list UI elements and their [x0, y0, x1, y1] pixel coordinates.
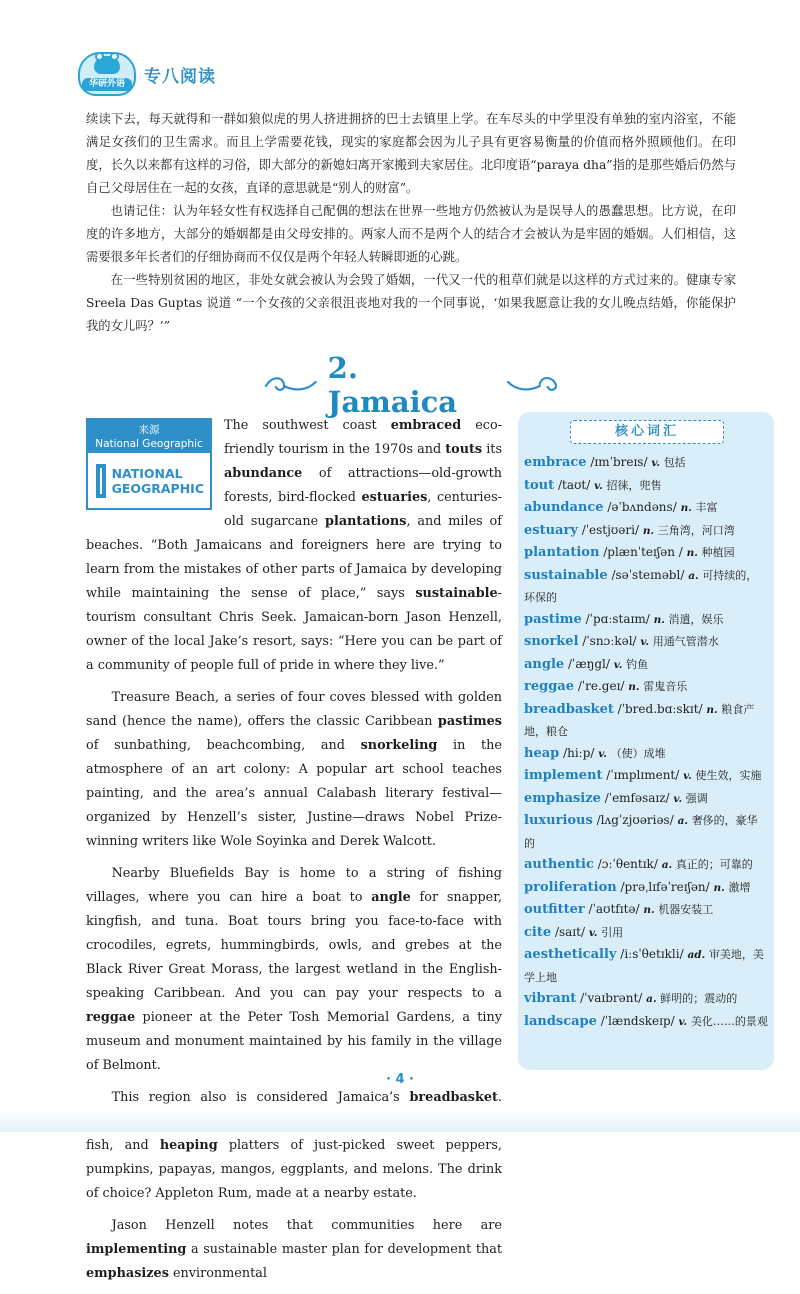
vocab-phonetic: /əˈbʌndəns/ — [603, 500, 681, 514]
vocab-keyword: snorkeling — [360, 738, 438, 753]
vocab-entry — [524, 676, 768, 699]
vocab-phonetic: /lʌgˈzjʊəriəs/ — [592, 813, 678, 827]
vocab-entry — [524, 944, 768, 988]
vocab-entry — [524, 810, 768, 854]
logo-line-1: NATIONAL — [111, 466, 183, 481]
vocab-word: abundance — [524, 500, 604, 515]
vocab-entry — [524, 854, 768, 877]
vocab-entry — [524, 520, 768, 543]
vocab-word: heap — [524, 745, 560, 761]
section-heading — [262, 351, 562, 419]
vocab-pos: n. — [653, 613, 669, 626]
article-paragraph — [86, 1214, 502, 1286]
vocab-keyword: reggae — [86, 1010, 136, 1025]
vocab-definition: 真正的；可靠的 — [675, 858, 753, 871]
vocab-phonetic: /ˈɪmplɪment/ — [602, 768, 684, 782]
vocab-definition: 粮食产地，粮仓 — [524, 702, 755, 738]
text-run: Treasure Beach, a series of four coves blessed with golden sand (hence the name), offers the classic Caribbean — [86, 690, 502, 729]
publisher-logo — [78, 52, 136, 96]
vocab-entry — [524, 452, 768, 475]
text-run: -tourism consultant Chris Seek. Jamaican-born Jason Henzell, owner of the local Jake’s resort, says: “Here you can be part of a community of people full of pride in where they live.” — [86, 586, 502, 673]
vocab-entry — [524, 743, 768, 766]
vocab-pos: a. — [688, 569, 703, 582]
text-run: its — [482, 442, 503, 457]
vocab-phonetic: /ˈpɑːstaɪm/ — [581, 611, 654, 626]
vocab-phonetic: /taʊt/ — [554, 477, 595, 492]
vocab-word: snorkel — [524, 634, 579, 649]
vocab-definition: 钓鱼 — [626, 657, 649, 671]
vocab-pos: v. — [683, 770, 696, 782]
vocab-pos: n. — [706, 703, 722, 716]
vocab-pos: n. — [643, 904, 659, 916]
vocab-definition: 机器安装工 — [658, 903, 714, 916]
vocab-word: landscape — [524, 1013, 597, 1029]
vocab-word: emphasize — [524, 790, 601, 806]
vocab-definition: 奢侈的，豪华的 — [524, 814, 758, 850]
vocab-entry — [524, 922, 768, 945]
vocab-word: reggae — [524, 679, 574, 694]
swirl-right-icon — [506, 374, 562, 396]
vocabulary-heading: 核心词汇 — [570, 420, 724, 444]
vocab-phonetic: /ˈre.geɪ/ — [574, 679, 629, 693]
vocab-word: implement — [524, 768, 603, 783]
vocab-word: sustainable — [524, 567, 608, 583]
text-run: This region also is considered Jamaica’s — [111, 1090, 410, 1105]
vocab-definition: 雷鬼音乐 — [643, 680, 688, 693]
vocab-definition: 种植园 — [701, 546, 735, 559]
vocab-entry — [524, 497, 768, 520]
vocab-definition: 强调 — [685, 791, 708, 805]
text-run: , and miles of beaches. “Both Jamaicans and foreigners here are trying to learn from the mistakes of other parts of Jamaica by developing while maintaining the sense of place,” says — [86, 514, 502, 601]
text-run: . fish, and — [86, 1090, 502, 1153]
vocab-definition: 鲜明的；震动的 — [660, 992, 738, 1005]
vocab-word: breadbasket — [524, 701, 614, 717]
text-run: environmental — [168, 1266, 267, 1281]
vocab-phonetic: /ɪmˈbreɪs/ — [586, 455, 652, 469]
text-run: of sunbathing, beachcombing, and — [86, 738, 361, 753]
vocab-word: tout — [524, 477, 555, 493]
vocab-keyword: estuaries — [361, 490, 428, 505]
vocab-pos: a. — [646, 993, 661, 1005]
vocab-phonetic: /prəˌlɪfəˈreɪʃən/ — [616, 879, 714, 894]
vocab-phonetic: /iːsˈθetɪkli/ — [616, 947, 688, 961]
vocab-pos: v. — [588, 926, 602, 939]
vocab-word: luxurious — [524, 813, 593, 828]
vocab-phonetic: /plænˈteɪʃən / — [599, 545, 687, 559]
vocab-definition: 丰富 — [695, 501, 718, 514]
text-run: Nearby Bluefields Bay is home to a string of fishing villages, where you can hire a boat to — [86, 866, 502, 905]
vocab-phonetic: /hiːp/ — [559, 745, 599, 760]
vocab-pos: a. — [677, 815, 692, 827]
vocabulary-list — [524, 452, 768, 1033]
vocab-entry — [524, 699, 768, 743]
vocab-word: angle — [524, 656, 565, 672]
vocab-keyword: breadbasket — [409, 1090, 498, 1105]
swirl-left-icon — [262, 374, 318, 396]
vocab-pos: v. — [678, 1015, 691, 1028]
bottom-band — [0, 1110, 800, 1132]
vocab-keyword: plantations — [325, 514, 407, 529]
vocab-pos: v. — [594, 479, 607, 492]
national-geographic-logo — [96, 462, 204, 500]
article-paragraph — [86, 862, 502, 1078]
cn-paragraph: 续读下去，每天就得和一群如狼似虎的男人挤进拥挤的巴士去镇里上学。在车尽头的中学里没有单独的室内浴室，不能满足女孩们的卫生需求。而且上学需要花钱，现实的家庭都会因为儿子具有更容易衡量的价值而格外照顾他们。在印度，长久以来都有这样的习俗，即大部分的新媳妇离开家搬到夫家居住。北印度语“paraya dha”指的是那些婚后仍然与自己父母居住在一起的女孩，直译的意思就是“别人的财富”。 — [86, 112, 736, 195]
logo-line-2: GEOGRAPHIC — [111, 481, 204, 496]
vocab-entry — [524, 631, 768, 654]
frog-icon — [94, 56, 120, 74]
vocab-phonetic: /ɔːˈθentɪk/ — [593, 857, 662, 871]
vocab-pos: n. — [628, 681, 644, 693]
vocab-phonetic: /ˈbred.bɑːskɪt/ — [613, 701, 707, 716]
vocab-entry — [524, 475, 768, 498]
cn-paragraph: 也请记住：认为年轻女性有权选择自己配偶的想法在世界一些地方仍然被认为是误导人的愚蠢思想。比方说，在印度的许多地方，大部分的婚姻都是由父母安排的。两家人而不是两个人的结合才会被认为是牢固的婚姻。人们相信，这需要很多年长者们的仔细协商而不仅仅是两个年轻人转瞬即逝的心跳。 — [86, 204, 736, 264]
text-run: , centuries-old sugarcane — [224, 490, 502, 529]
text-run: of attractions—old-growth forests, bird-flocked — [224, 466, 502, 505]
vocab-word: estuary — [524, 522, 578, 538]
vocabulary-panel — [518, 412, 774, 1070]
vocab-word: vibrant — [524, 991, 577, 1006]
vocab-phonetic: /ˈestjʊəri/ — [577, 522, 643, 537]
vocab-definition: 使生效，实施 — [695, 769, 762, 782]
vocab-definition: 包括 — [663, 456, 686, 469]
vocab-word: cite — [524, 924, 552, 940]
vocab-phonetic: /ˈæŋgl/ — [564, 656, 614, 671]
vocab-keyword: embraced — [390, 418, 462, 433]
vocab-entry — [524, 788, 768, 811]
book-title: 专八阅读 — [144, 66, 216, 87]
vocab-entry — [524, 654, 768, 677]
text-run: Jason Henzell notes that communities here are — [111, 1218, 502, 1233]
vocab-pos: v. — [598, 747, 611, 760]
vocab-definition: 引用 — [601, 925, 624, 939]
article-body — [86, 414, 502, 1294]
vocab-pos: v. — [640, 636, 653, 648]
vocab-keyword: heaping — [159, 1138, 218, 1153]
chinese-translation — [86, 108, 736, 338]
text-run: pioneer at the Peter Tosh Memorial Gardens, a tiny museum and monument maintained by his family in the village of Belmont. — [86, 1010, 502, 1073]
vocab-entry — [524, 565, 768, 609]
vocab-entry — [524, 765, 768, 788]
vocab-pos: ad. — [687, 949, 709, 961]
vocab-phonetic: /saɪt/ — [551, 924, 589, 939]
vocab-pos: a. — [661, 859, 676, 871]
vocab-definition: 美化……的景观 — [690, 1014, 768, 1028]
source-box — [86, 418, 212, 510]
text-run: a sustainable master plan for development that — [186, 1242, 502, 1257]
vocab-pos: v. — [651, 457, 664, 469]
vocab-word: pastime — [524, 611, 582, 627]
vocab-entry — [524, 542, 768, 565]
source-label-cn: 来源 — [138, 424, 160, 436]
section-title: 2. Jamaica — [327, 351, 458, 419]
text-run: The southwest coast — [224, 418, 391, 433]
text-run: for snapper, kingfish, and tuna. Boat tours bring you face-to-face with crocodiles, egrets, hummingbirds, owls, and grebes at the Black River Great Morass, the largest wetland in the English-speaking Caribbean. And you can pay your respects to a — [86, 890, 502, 1001]
vocab-word: proliferation — [524, 879, 617, 895]
vocab-keyword: angle — [371, 890, 411, 905]
cn-paragraph: 在一些特别贫困的地区，非处女就会被认为会毁了婚姻，一代又一代的租草们就是以这样的方式过来的。健康专家 Sreela Das Guptas 说道 “一个女孩的父亲很沮丧地对我的一个同事说，‘如果我愿意让我的女儿晚点结婚，你能保护我的女儿吗？’” — [86, 273, 736, 333]
vocab-definition: 三角湾，河口湾 — [657, 523, 735, 537]
vocab-definition: 审美地，美学上地 — [524, 948, 764, 984]
vocab-pos: v. — [613, 658, 627, 671]
vocab-word: aesthetically — [524, 947, 617, 962]
vocab-keyword: abundance — [224, 466, 303, 481]
vocab-entry — [524, 988, 768, 1011]
text-run: eco-friendly tourism in the 1970s and — [224, 418, 502, 457]
source-label — [88, 420, 210, 453]
article-paragraph — [86, 686, 502, 854]
vocab-keyword: emphasizes — [86, 1266, 169, 1281]
text-run: platters of just-picked sweet peppers, pumpkins, papayas, mangos, eggplants, and melons. The drink of choice? Appleton Rum, made at a nearby estate. — [86, 1138, 502, 1201]
vocab-entry — [524, 899, 768, 922]
vocab-keyword: sustainable — [415, 586, 498, 601]
vocab-phonetic: /ˈaʊtfɪtə/ — [584, 902, 644, 916]
logo-text: 华研外语 — [82, 78, 132, 91]
vocab-pos: n. — [642, 524, 658, 537]
vocab-pos: v. — [673, 792, 686, 805]
vocab-keyword: implementing — [86, 1242, 187, 1257]
vocab-keyword: pastimes — [437, 714, 502, 729]
vocab-definition: 消遣，娱乐 — [668, 612, 724, 626]
vocab-phonetic: /səˈsteɪnəbl/ — [607, 567, 689, 582]
vocab-definition: 用通气管潜水 — [652, 635, 719, 648]
vocab-entry — [524, 877, 768, 900]
vocab-keyword: touts — [445, 442, 483, 457]
vocab-definition: 可持续的，环保的 — [524, 568, 758, 604]
vocab-pos: n. — [713, 881, 729, 894]
article-paragraph — [86, 1086, 502, 1206]
vocab-phonetic: /ˈemfəsaɪz/ — [600, 790, 674, 805]
vocab-entry — [524, 609, 768, 632]
vocab-definition: 招徕，兜售 — [606, 478, 662, 492]
vocab-word: outfitter — [524, 902, 585, 917]
page-header — [78, 52, 216, 96]
text-run: in the atmosphere of an art colony: A popular art school teaches painting, and the area’s annual Calabash literary festival—organized by Henzell’s sister, Justine—draws Nobel Prize-winning writers like Wole Soyinka and Derek Walcott. — [86, 738, 502, 849]
vocab-pos: n. — [686, 547, 702, 559]
vocab-definition: 激增 — [728, 880, 751, 894]
vocab-word: authentic — [524, 857, 594, 872]
page-number: · 4 · — [386, 1072, 414, 1087]
vocab-entry — [524, 1011, 768, 1034]
source-label-en: National Geographic — [95, 438, 203, 450]
vocab-phonetic: /ˈlændskeɪp/ — [596, 1013, 679, 1028]
vocab-pos: n. — [680, 502, 696, 514]
vocab-phonetic: /ˈvaɪbrənt/ — [576, 991, 647, 1005]
yellow-frame-icon — [96, 464, 106, 498]
vocab-phonetic: /ˈsnɔːkəl/ — [578, 634, 641, 648]
vocab-word: embrace — [524, 455, 587, 470]
vocab-word: plantation — [524, 545, 600, 560]
vocab-definition: （使）成堆 — [610, 746, 666, 760]
